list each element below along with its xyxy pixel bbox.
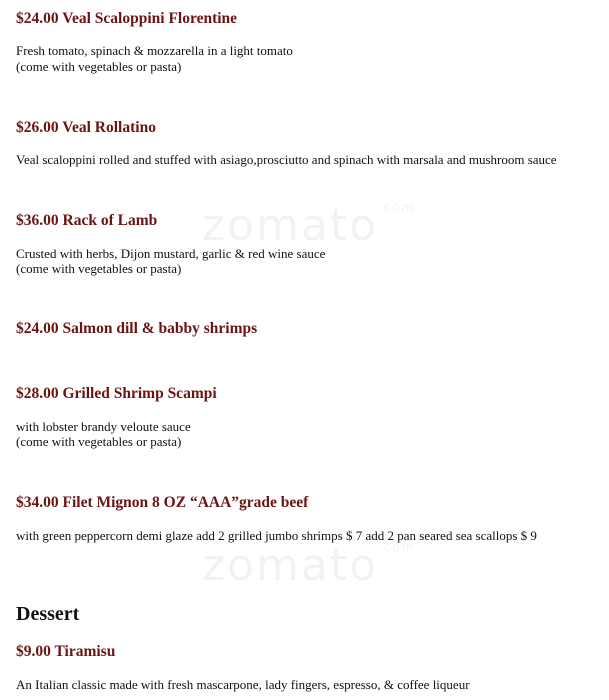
menu-item-title: $28.00 Grilled Shrimp Scampi bbox=[16, 385, 217, 402]
menu-item-description: Fresh tomato, spinach & mozzarella in a light tomato bbox=[16, 43, 293, 58]
menu-item-description: An Italian classic made with fresh mascarpone, lady fingers, espresso, & coffee liqueur bbox=[16, 677, 470, 692]
menu-item-title: $24.00 Salmon dill & babby shrimps bbox=[16, 320, 258, 337]
menu-item-title: $36.00 Rack of Lamb bbox=[16, 212, 158, 229]
menu-item-note: (come with vegetables or pasta) bbox=[16, 261, 182, 276]
menu-item-note: (come with vegetables or pasta) bbox=[16, 434, 182, 449]
menu-item-description: with lobster brandy veloute sauce bbox=[16, 419, 191, 434]
watermark: zomato$^{.com}$ bbox=[202, 200, 416, 251]
menu-item-description: Veal scaloppini rolled and stuffed with asiago,prosciutto and spinach with marsala and mushroom sauce bbox=[16, 152, 557, 167]
menu-item-title: $26.00 Veal Rollatino bbox=[16, 119, 156, 136]
watermark: zomato$^{.com}$ bbox=[202, 540, 416, 591]
menu-item-title: $9.00 Tiramisu bbox=[16, 643, 116, 660]
menu-item-description: with green peppercorn demi glaze add 2 grilled jumbo shrimps $ 7 add 2 pan seared sea scallops $ 9 bbox=[16, 528, 537, 543]
menu-item-note: (come with vegetables or pasta) bbox=[16, 59, 182, 74]
menu-item-description: Crusted with herbs, Dijon mustard, garlic & red wine sauce bbox=[16, 246, 326, 261]
menu-item-title: $24.00 Veal Scaloppini Florentine bbox=[16, 10, 238, 27]
section-heading-dessert: Dessert bbox=[16, 603, 80, 625]
menu-item-title: $34.00 Filet Mignon 8 OZ “AAA”grade beef bbox=[16, 494, 309, 511]
